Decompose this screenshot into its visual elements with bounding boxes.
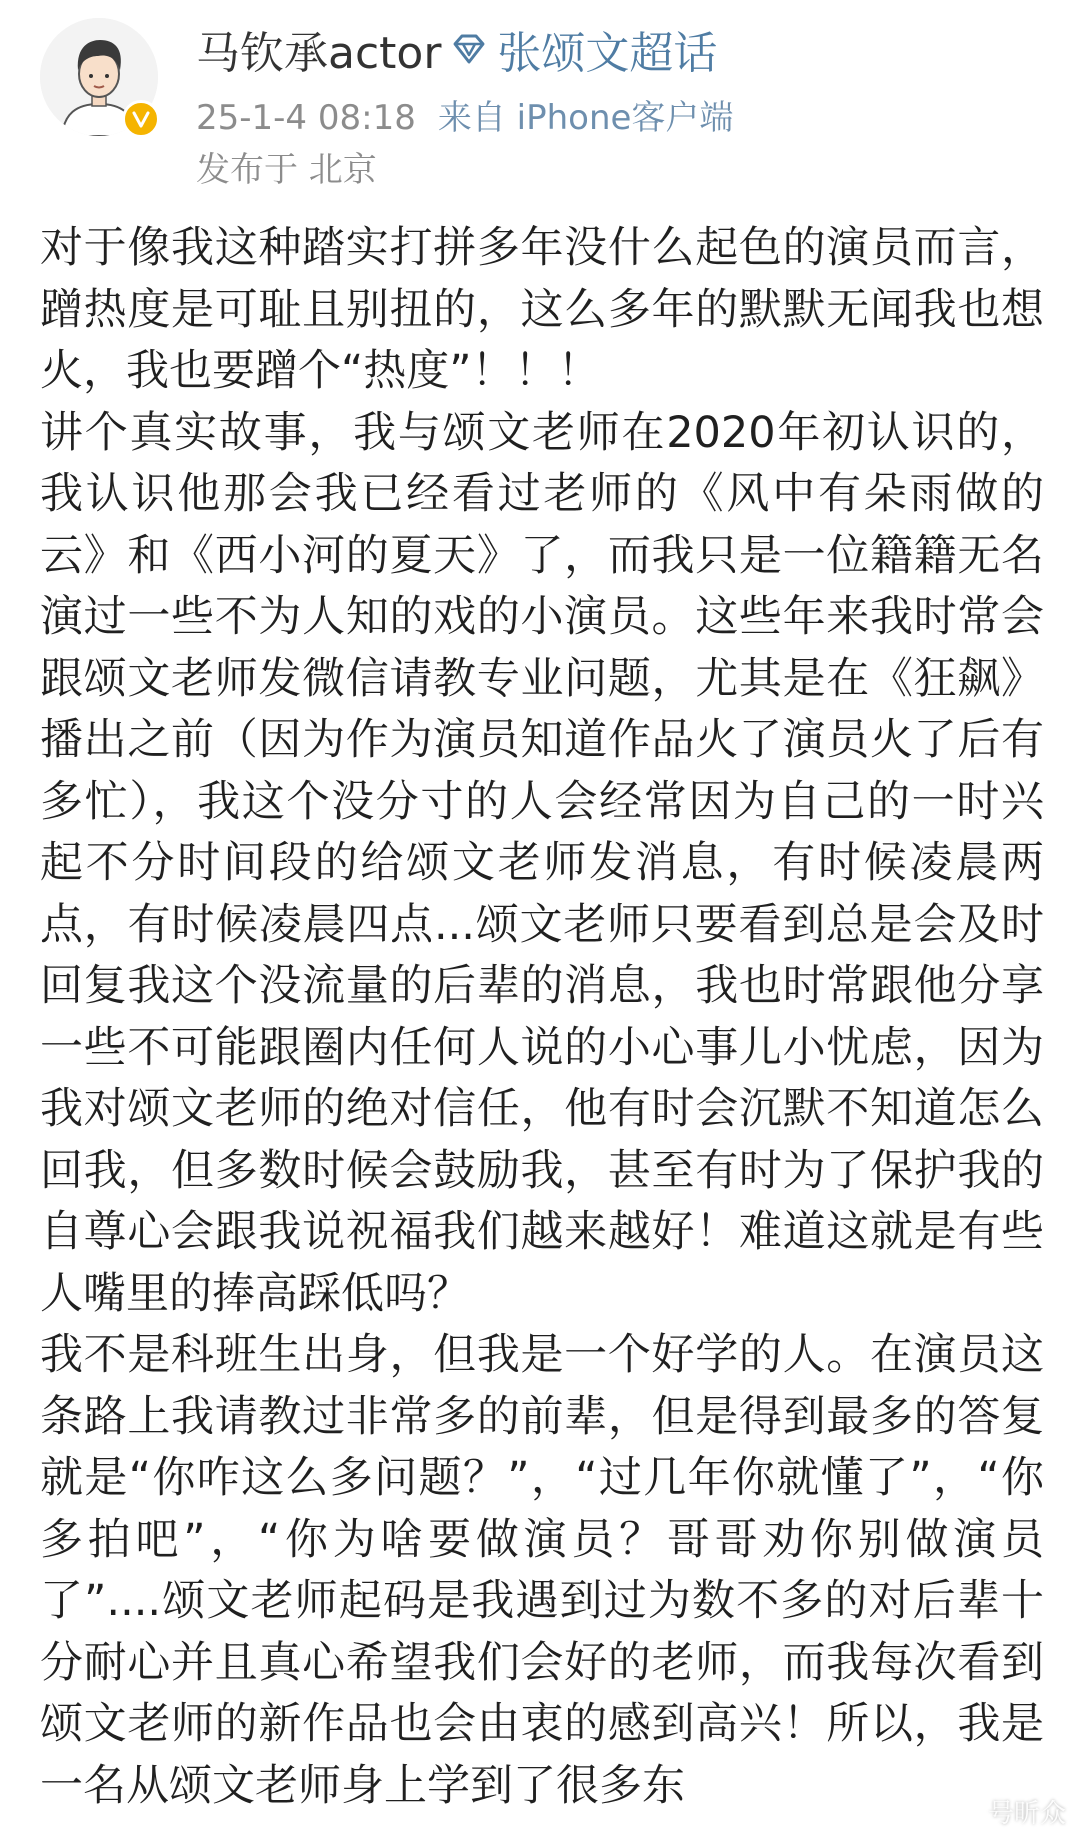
post-meta (196, 90, 733, 139)
post-paragraph-3: 我不是科班生出身，但我是一个好学的人。在演员这条路上我请教过非常多的前辈，但是得到最多的答复就是“你咋这么多问题？”，“过几年你就懂了”，“你多拍吧”，“你为啥要做演员？哥哥劝你别做演员了”....颂文老师起码是我遇到过为数不多的对后辈十分耐心并且真心希望我们会好的老师，而我每次看到颂文老师的新作品也会由衷的感到高兴！所以，我是一名从颂文老师身上学到了很多东 (40, 1330, 1044, 1811)
post-header (0, 0, 1080, 190)
author-row (196, 18, 717, 80)
post-source[interactable]: 来自 iPhone客户端 (437, 98, 734, 138)
post-timestamp: 25-1-4 08:18 (196, 98, 416, 138)
post-body (40, 218, 1044, 1844)
diamond-icon (449, 29, 489, 69)
post-paragraph-1: 对于像我这种踏实打拼多年没什么起色的演员而言，蹭热度是可耻且别扭的，这么多年的默默无闻我也想火，我也要蹭个“热度”！！！ (40, 223, 1044, 396)
topic-label: 张颂文超话 (497, 28, 718, 79)
verified-v-icon (122, 100, 160, 138)
post-paragraph-2: 讲个真实故事，我与颂文老师在2020年初认识的，我认识他那会我已经看过老师的《风中有朵雨做的云》和《西小河的夏天》了，而我只是一位籍籍无名演过一些不为人知的戏的小演员。这些年来我时常会跟颂文老师发微信请教专业问题，尤其是在《狂飙》播出之前（因为作为演员知道作品火了演员火了后有多忙），我这个没分寸的人会经常因为自己的一时兴起不分时间段的给颂文老师发消息，有时候凌晨两点，有时候凌晨四点...颂文老师只要看到总是会及时回复我这个没流量的后辈的消息，我也时常跟他分享一些不可能跟圈内任何人说的小心事儿小忧虑，因为我对颂文老师的绝对信任，他有时会沉默不知道怎么回我，但多数时候会鼓励我，甚至有时为了保护我的自尊心会跟我说祝福我们越来越好！难道这就是有些人嘴里的捧高踩低吗？ (40, 407, 1044, 1319)
author-name[interactable]: 马钦承actor (196, 28, 442, 79)
watermark: 号昕众 (987, 1799, 1066, 1829)
post-location: 发布于 北京 (196, 150, 377, 190)
topic-link[interactable] (449, 17, 717, 81)
